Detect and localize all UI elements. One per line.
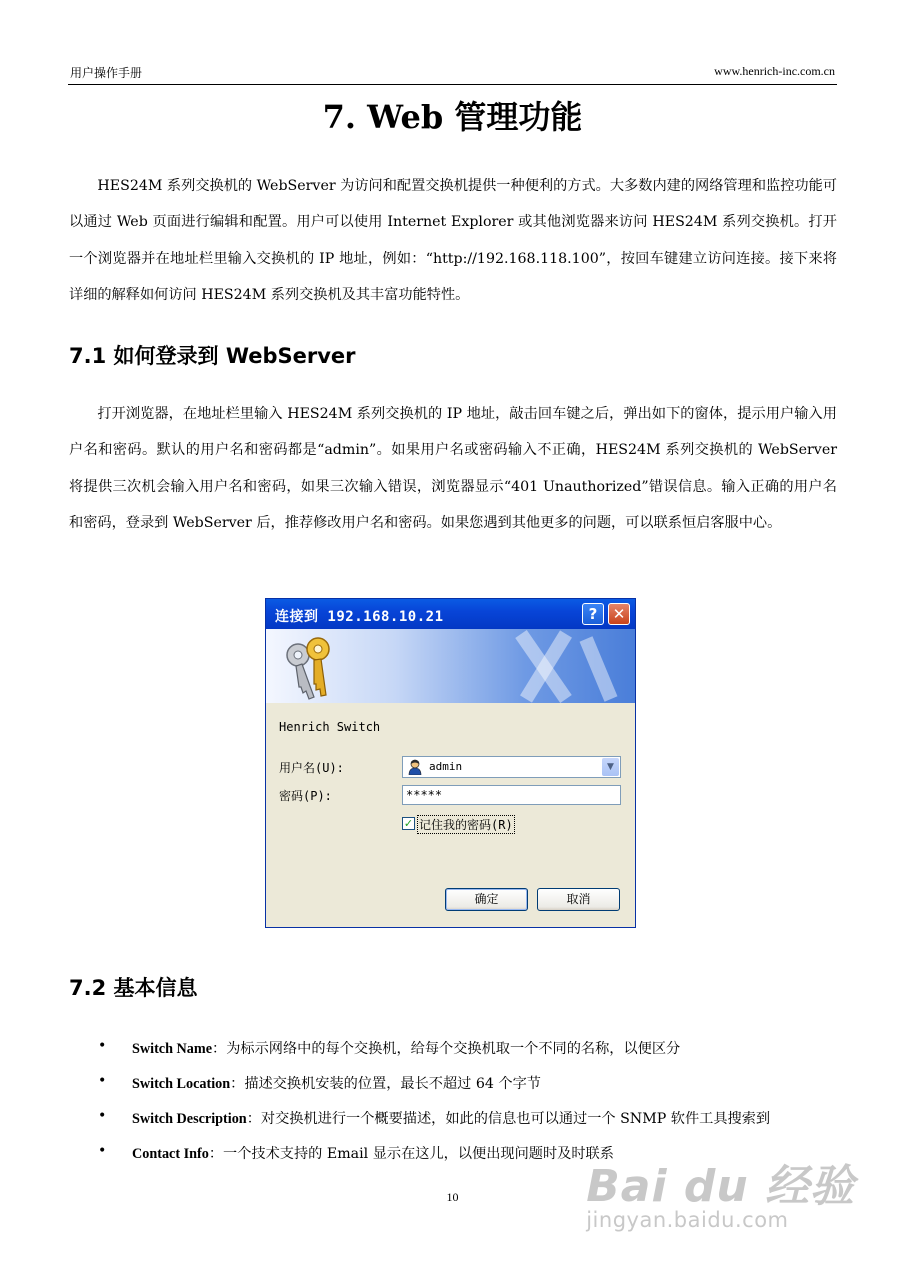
bullet-icon: • <box>98 1108 107 1124</box>
list-item-term: Contact Info <box>132 1146 209 1162</box>
password-label: 密码(P): <box>279 789 332 803</box>
header-rule <box>68 84 837 85</box>
section-7-1-body: 打开浏览器，在地址栏里输入 HES24M 系列交换机的 IP 地址，敲击回车键之后，弹出如下的窗体，提示用户输入用户名和密码。默认的用户名和密码都是“admin”。如果用户名或密码输入不正确，HES24M 系列交换机的 WebServer 将提供三次机会输入用户名和密码，如果三次输入错误，浏览器显示“401 Unauthorized”错误信息。输入正确的用户名和密码，登录到 WebServer 后，推荐修改用户名和密码。如果您遇到其他更多的问题，可以联系恒启客服中心。 <box>69 406 837 531</box>
list-item-term: Switch Location <box>132 1076 231 1092</box>
chapter-title: 7. Web 管理功能 <box>322 98 583 136</box>
help-button[interactable]: ? <box>582 603 604 625</box>
dialog-banner <box>266 629 635 703</box>
dialog-titlebar <box>266 599 635 629</box>
password-field[interactable]: ***** <box>402 785 621 805</box>
list-item-desc: ：一个技术支持的 Email 显示在这儿，以便出现问题时及时联系 <box>208 1146 614 1162</box>
username-combobox[interactable] <box>402 756 621 778</box>
close-button[interactable]: ✕ <box>608 603 630 625</box>
login-dialog <box>265 598 636 928</box>
remember-password-label[interactable]: 记住我的密码(R) <box>419 818 513 832</box>
header-doc-title: 用户操作手册 <box>70 66 143 80</box>
page-number: 10 <box>446 1190 459 1204</box>
ok-button[interactable]: 确定 <box>445 888 528 911</box>
cancel-button[interactable]: 取消 <box>537 888 620 911</box>
list-item-desc: ：描述交换机安装的位置，最长不超过 64 个字节 <box>230 1076 541 1092</box>
username-value: admin <box>429 760 463 773</box>
watermark <box>586 1150 855 1232</box>
dropdown-arrow-icon[interactable]: ▼ <box>602 758 619 776</box>
header-website: www.henrich-inc.com.cn <box>714 64 835 78</box>
bullet-icon: • <box>98 1073 107 1089</box>
watermark-brand: Bai du 经验 <box>586 1161 855 1212</box>
watermark-url: jingyan.baidu.com <box>586 1208 789 1232</box>
section-7-1-heading: 7.1 如何登录到 WebServer <box>69 344 356 368</box>
section-7-2-heading: 7.2 基本信息 <box>69 976 198 1000</box>
list-item-desc: ：为标示网络中的每个交换机，给每个交换机取一个不同的名称，以便区分 <box>212 1041 681 1057</box>
realm-label: Henrich Switch <box>279 720 381 734</box>
list-item-desc: ：对交换机进行一个概要描述，如此的信息也可以通过一个 SNMP 软件工具搜索到 <box>246 1111 771 1127</box>
user-icon <box>407 759 423 775</box>
intro-paragraph: HES24M 系列交换机的 WebServer 为访问和配置交换机提供一种便利的方式。大多数内建的网络管理和监控功能可以通过 Web 页面进行编辑和配置。用户可以使用 Internet Explorer 或其他浏览器来访问 HES24M 系列交换机。打开一个浏览器并在地址栏里输入交换机的 IP 地址，例如：“http://192.168.118.100”，按回车键建立访问连接。接下来将详细的解释如何访问 HES24M 系列交换机及其丰富功能特性。 <box>69 178 837 303</box>
remember-password-checkbox[interactable]: ✓ <box>403 817 414 830</box>
dialog-title: 连接到 192.168.10.21 <box>275 609 444 625</box>
username-label: 用户名(U): <box>279 761 344 775</box>
list-item-term: Switch Name <box>132 1041 212 1057</box>
bullet-icon: • <box>98 1143 107 1159</box>
list-item-term: Switch Description <box>132 1111 247 1127</box>
bullet-icon: • <box>98 1038 107 1054</box>
keys-icon <box>266 629 635 703</box>
